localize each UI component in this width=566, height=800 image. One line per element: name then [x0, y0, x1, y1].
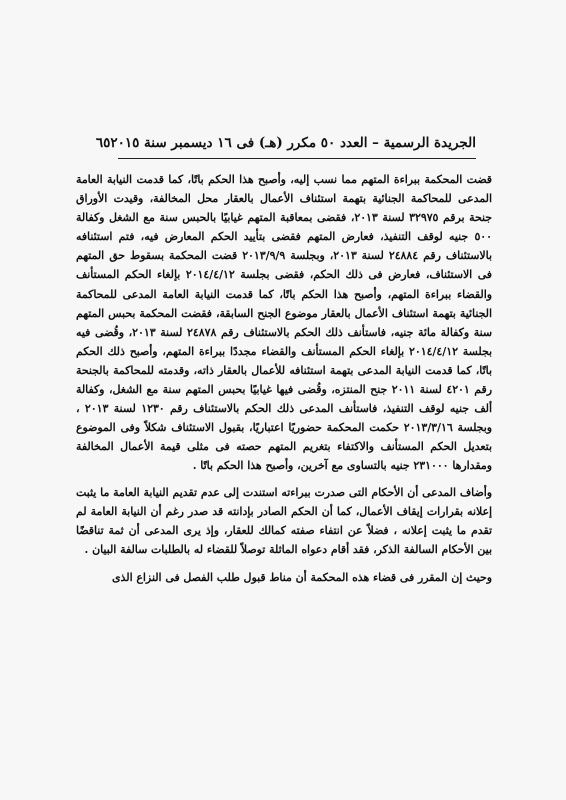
- document-body: [76, 170, 492, 587]
- header-rule: [118, 158, 476, 159]
- paragraph-1: قضت المحكمة ببراءة المتهم مما نسب إليه، وأصبح هذا الحكم باتًا، كما قدمت النيابة العامة المدعى للمحاكمة الجنائية بتهمة استئناف الأعمال بالعقار محل المخالفة، وقيدت الأوراق جنحة برقم ٣٢٩٧٥ لسنة ٢٠١٣، فقضى بمعاقبة المتهم غيابيًا بالحبس سنة مع الشغل وكفالة ٥٠٠ جنيه لوقف التنفيذ، فعارض المتهم فقضى بتأييد الحكم المعارض فيه، فتم استئنافه بالاستئناف رقم ٢٤٨٨٤ لسنة ٢٠١٣، وبجلسة ٢٠١٣/٩/٩ قضت المحكمة بسقوط حق المتهم فى الاستئناف، فعارض فى ذلك الحكم، فقضى بجلسة ٢٠١٤/٤/١٢ بإلغاء الحكم المستأنف والقضاء ببراءة المتهم، وأصبح هذا الحكم باتًا، كما قدمت النيابة العامة المدعى للمحاكمة الجنائية بتهمة استئناف الأعمال بالعقار موضوع الجنح السابقة، فقضت المحكمة بحبس المتهم سنة وكفالة مائة جنيه، فاستأنف ذلك الحكم بالاستئناف رقم ٢٤٨٧٨ لسنة ٢٠١٣، وقُضى فيه بجلسة ٢٠١٤/٤/١٢ بإلغاء الحكم المستأنف والقضاء مجددًا ببراءة المتهم، وأصبح ذلك الحكم باتًا، كما قدمت النيابة المدعى بتهمة استئنافه للأعمال بالعقار ذاته، وقدمته للمحاكمة بالجنحة رقم ٤٢٠١ لسنة ٢٠١١ جنح المنتزه، وقُضى فيها غيابيًا بحبس المتهم سنة مع الشغل، وكفالة ألف جنيه لوقف التنفيذ، فاستأنف المدعى ذلك الحكم بالاستئناف رقم ١٢٣٠ لسنة ٢٠١٣ ، وبجلسة ٢٠١٣/٣/١٦ حكمت المحكمة حضوريًا اعتباريًا، بقبول الاستئناف شكلاً وفى الموضوع بتعديل الحكم المستأنف والاكتفاء بتغريم المتهم حصته فى مثلى قيمة الأعمال المخالفة ومقدارها ٢٣١٠٠٠ جنيه بالتساوى مع آخرين، وأصبح هذا الحكم باتًا .: [76, 173, 493, 473]
- page-number: ٦٥: [95, 135, 111, 151]
- page-header: [95, 132, 476, 154]
- gazette-title: الجريدة الرسمية – العدد ٥٠ مكرر (هـ) فى ١٦ ديسمبر سنة ٢٠١٥: [110, 135, 476, 151]
- paragraph-3: وحيث إن المقرر فى قضاء هذه المحكمة أن مناط قبول طلب الفصل فى النزاع الذى: [112, 570, 492, 584]
- paragraph-2: وأضاف المدعى أن الأحكام التى صدرت ببراءته استندت إلى عدم تقديم النيابة العامة ما يثبت إعلانه بقرارات إيقاف الأعمال، كما أن الحكم الصادر بإدانته قد صدر رغم أن النيابة العامة لم تقدم ما يثبت إعلانه ، فضلاً عن انتفاء صفته كمالك للعقار، وإذ يرى المدعى أن ثمة تناقضًا بين الأحكام السالفة الذكر، فقد أقام دعواه الماثلة توصلاً للقضاء له بالطلبات سالفة البيان .: [76, 485, 492, 556]
